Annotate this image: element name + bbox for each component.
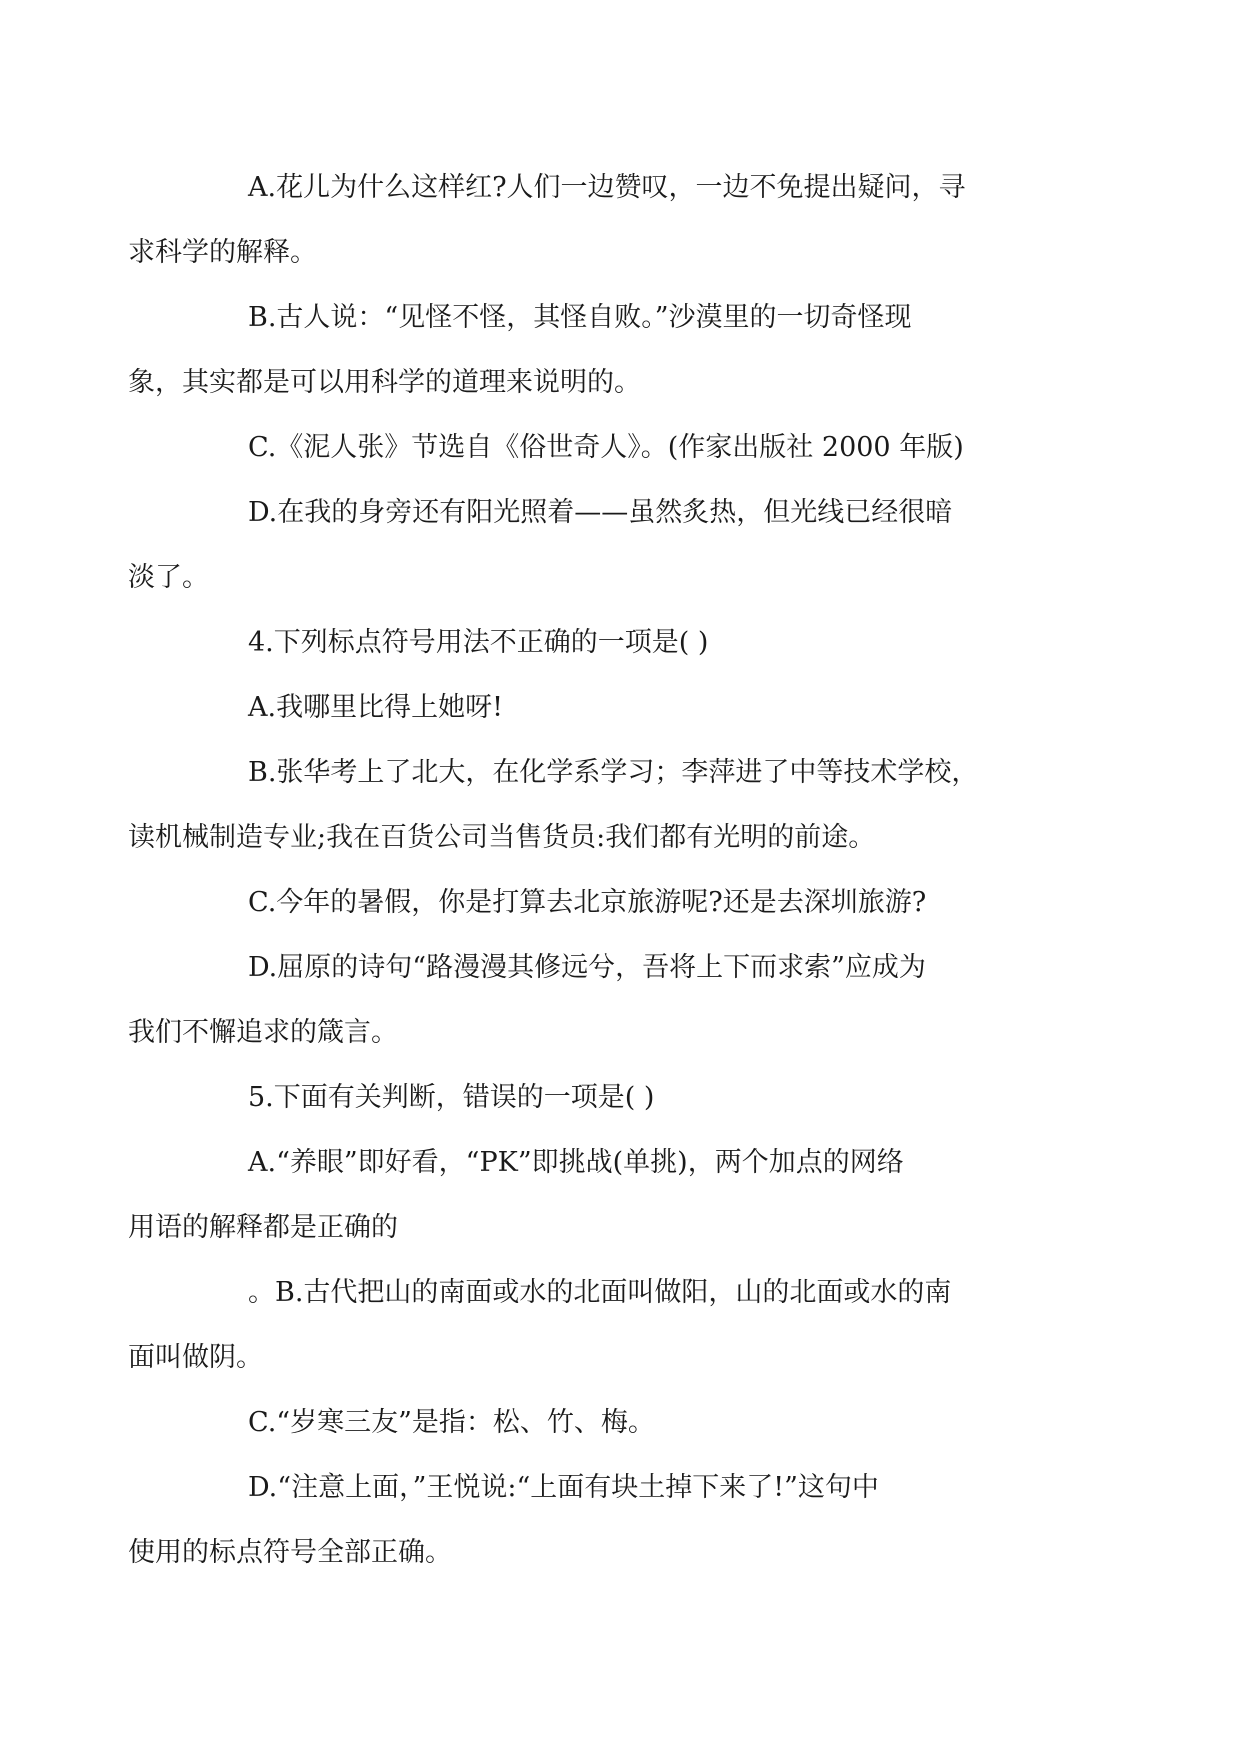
document-body (128, 155, 1058, 1585)
text-line: 我们不懈追求的箴言。 (128, 1017, 398, 1048)
question-4-stem (188, 610, 1058, 675)
text-line: 5.下面有关判断，错误的一项是( ) (248, 1082, 655, 1113)
question-4-option-b (128, 740, 1058, 870)
text-line: 用语的解释都是正确的 (128, 1212, 398, 1243)
text-line: D.屈原的诗句“路漫漫其修远兮，吾将上下而求索”应成为 (248, 952, 926, 983)
text-line: 象，其实都是可以用科学的道理来说明的。 (128, 367, 641, 398)
question-5-option-c (188, 1390, 1058, 1455)
text-line: D.“注意上面，”王悦说:“上面有块土掉下来了!”这句中 (248, 1472, 879, 1503)
text-line: 使用的标点符号全部正确。 (128, 1537, 452, 1568)
text-line: D.在我的身旁还有阳光照着——虽然炙热，但光线已经很暗 (248, 497, 953, 528)
question-4-option-a (188, 675, 1058, 740)
option-a-paragraph (128, 155, 1058, 285)
question-4-option-c (188, 870, 1058, 935)
text-line: 。B.古代把山的南面或水的北面叫做阳，山的北面或水的南 (248, 1277, 952, 1308)
question-5-stem (188, 1065, 1058, 1130)
text-line: B.古人说：“见怪不怪，其怪自败。”沙漠里的一切奇怪现 (248, 302, 912, 333)
text-line: 4.下列标点符号用法不正确的一项是( ) (248, 627, 709, 658)
text-line: 面叫做阴。 (128, 1342, 263, 1373)
question-5-option-a (128, 1130, 1058, 1260)
option-c-paragraph (188, 415, 1058, 480)
question-5-option-b (128, 1260, 1058, 1390)
text-line: A.我哪里比得上她呀! (248, 692, 503, 723)
text-line: 读机械制造专业;我在百货公司当售货员:我们都有光明的前途。 (128, 822, 876, 853)
text-line: 求科学的解释。 (128, 237, 317, 268)
text-line: B.张华考上了北大，在化学系学习；李萍进了中等技术学校， (248, 757, 979, 788)
text-line: A.花儿为什么这样红?人们一边赞叹，一边不免提出疑问，寻 (248, 172, 966, 203)
text-line: 淡了。 (128, 562, 209, 593)
text-line: C.今年的暑假，你是打算去北京旅游呢?还是去深圳旅游? (248, 887, 927, 918)
question-4-option-d (128, 935, 1058, 1065)
text-line: A.“养眼”即好看，“PK”即挑战(单挑)，两个加点的网络 (248, 1147, 904, 1178)
question-5-option-d (128, 1455, 1058, 1585)
text-line: C.《泥人张》节选自《俗世奇人》。(作家出版社 2000 年版) (248, 432, 964, 463)
option-b-paragraph (128, 285, 1058, 415)
text-line: C.“岁寒三友”是指：松、竹、梅。 (248, 1407, 655, 1438)
option-d-paragraph (128, 480, 1058, 610)
